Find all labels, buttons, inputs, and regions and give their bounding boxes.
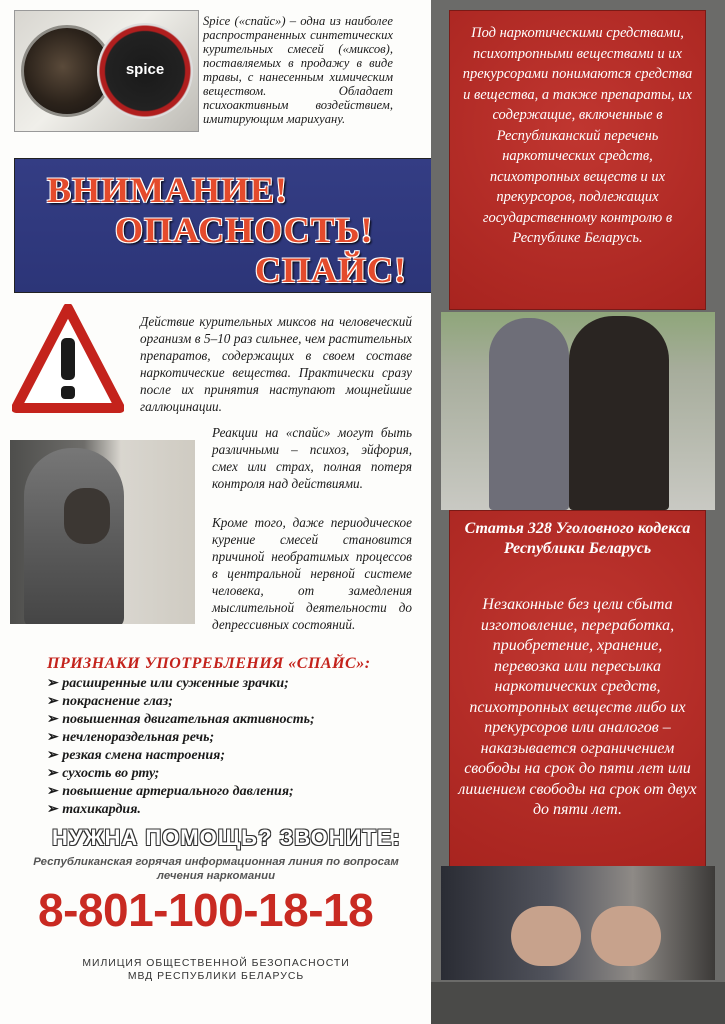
banner-line-danger: ОПАСНОСТЬ!	[115, 210, 374, 250]
effects-paragraph-1: Действие курительных миксов на человеческий организм в 5–10 раз сильнее, чем растительных препаратов, содержащих в своем составе наркотические вещества. Практически сразу после их принятия наступают мощнейшие галлюцинации.	[140, 314, 412, 414]
police-line-2: МВД РЕСПУБЛИКИ БЕЛАРУСЬ	[127, 971, 305, 982]
hotline-phone-number[interactable]: 8-801-100-18-18	[38, 884, 374, 936]
drug-deal-photo	[441, 312, 715, 510]
signs-list	[47, 675, 315, 819]
warning-banner	[14, 158, 439, 293]
face	[64, 488, 110, 544]
list-item: ➢ резкая смена настроения;	[47, 747, 315, 765]
handcuffs-photo	[441, 866, 715, 980]
article-body: Незаконные без цели сбыта изготовление, переработка, приобретение, хранение, перевозка или пересылка наркотических средств, психотропных веществ либо их прекурсоров или аналогов – наказывается ограничением свободы на срок до пяти лет или лишением свободы на срок от двух до пяти лет.	[458, 596, 697, 818]
banner-line-spice: СПАЙС!	[255, 250, 407, 290]
police-credit	[20, 957, 412, 983]
list-item: ➢ расширенные или суженные зрачки;	[47, 675, 315, 693]
warning-triangle-icon	[12, 304, 124, 416]
intro-text: Spice («спайс») – одна из наиболее распространенных синтетических курительных смесей («миксов), поставляемых в продажу в виде травы, с нанесенным химическим веществом. Обладает психоактивным воздействием, имитирующим марихуану.	[203, 14, 393, 126]
list-item: ➢ повышение артериального давления;	[47, 783, 315, 801]
bottom-band	[431, 982, 725, 1024]
article-box	[449, 510, 706, 867]
definition-box	[449, 10, 706, 310]
definition-text: Под наркотическими средствами, психотропными веществами и их прекурсорами понимаются средства и вещества, а также препараты, их содержащие, включенные в Республиканский перечень наркотических средств, психотропных веществ и их прекурсоров, подлежащих государственному контролю в Республике Беларусь.	[462, 25, 693, 246]
police-line-1: МИЛИЦИЯ ОБЩЕСТВЕННОЙ БЕЗОПАСНОСТИ	[82, 958, 350, 969]
effects-paragraph-2: Реакции на «спайс» могут быть различными – психоз, эйфория, смех или страх, полная потеря контроля над действиями.	[212, 425, 412, 491]
help-title: НУЖНА ПОМОЩЬ? ЗВОНИТЕ:	[52, 825, 401, 850]
list-item: ➢ повышенная двигательная активность;	[47, 711, 315, 729]
signs-title: ПРИЗНАКИ УПОТРЕБЛЕНИЯ «СПАЙС»:	[47, 655, 371, 672]
list-item: ➢ тахикардия.	[47, 801, 315, 819]
spice-jar-lid	[97, 23, 193, 119]
jar-label: spice	[125, 61, 165, 78]
hood	[24, 448, 124, 624]
spice-product-photo	[14, 10, 199, 132]
hotline-description: Республиканская горячая информационная линия по вопросам лечения наркомании	[33, 856, 399, 882]
dealer-figure	[569, 316, 669, 510]
list-item: ➢ нечленораздельная речь;	[47, 729, 315, 747]
hooded-smoker-photo	[10, 440, 195, 624]
banner-line-attention: ВНИМАНИЕ!	[47, 170, 288, 210]
article-title: Статья 328 Уголовного кодекса Республики Беларусь	[464, 520, 691, 557]
left-hand	[511, 906, 581, 966]
list-item: ➢ покраснение глаз;	[47, 693, 315, 711]
hooded-buyer-figure	[489, 318, 569, 510]
effects-paragraph-3: Кроме того, даже периодическое курение смесей становится причиной необратимых процессов в центральной нервной системе человека, от замедления мыслительной деятельности до депрессивных состояний.	[212, 515, 412, 632]
right-hand	[591, 906, 661, 966]
list-item: ➢ сухость во рту;	[47, 765, 315, 783]
